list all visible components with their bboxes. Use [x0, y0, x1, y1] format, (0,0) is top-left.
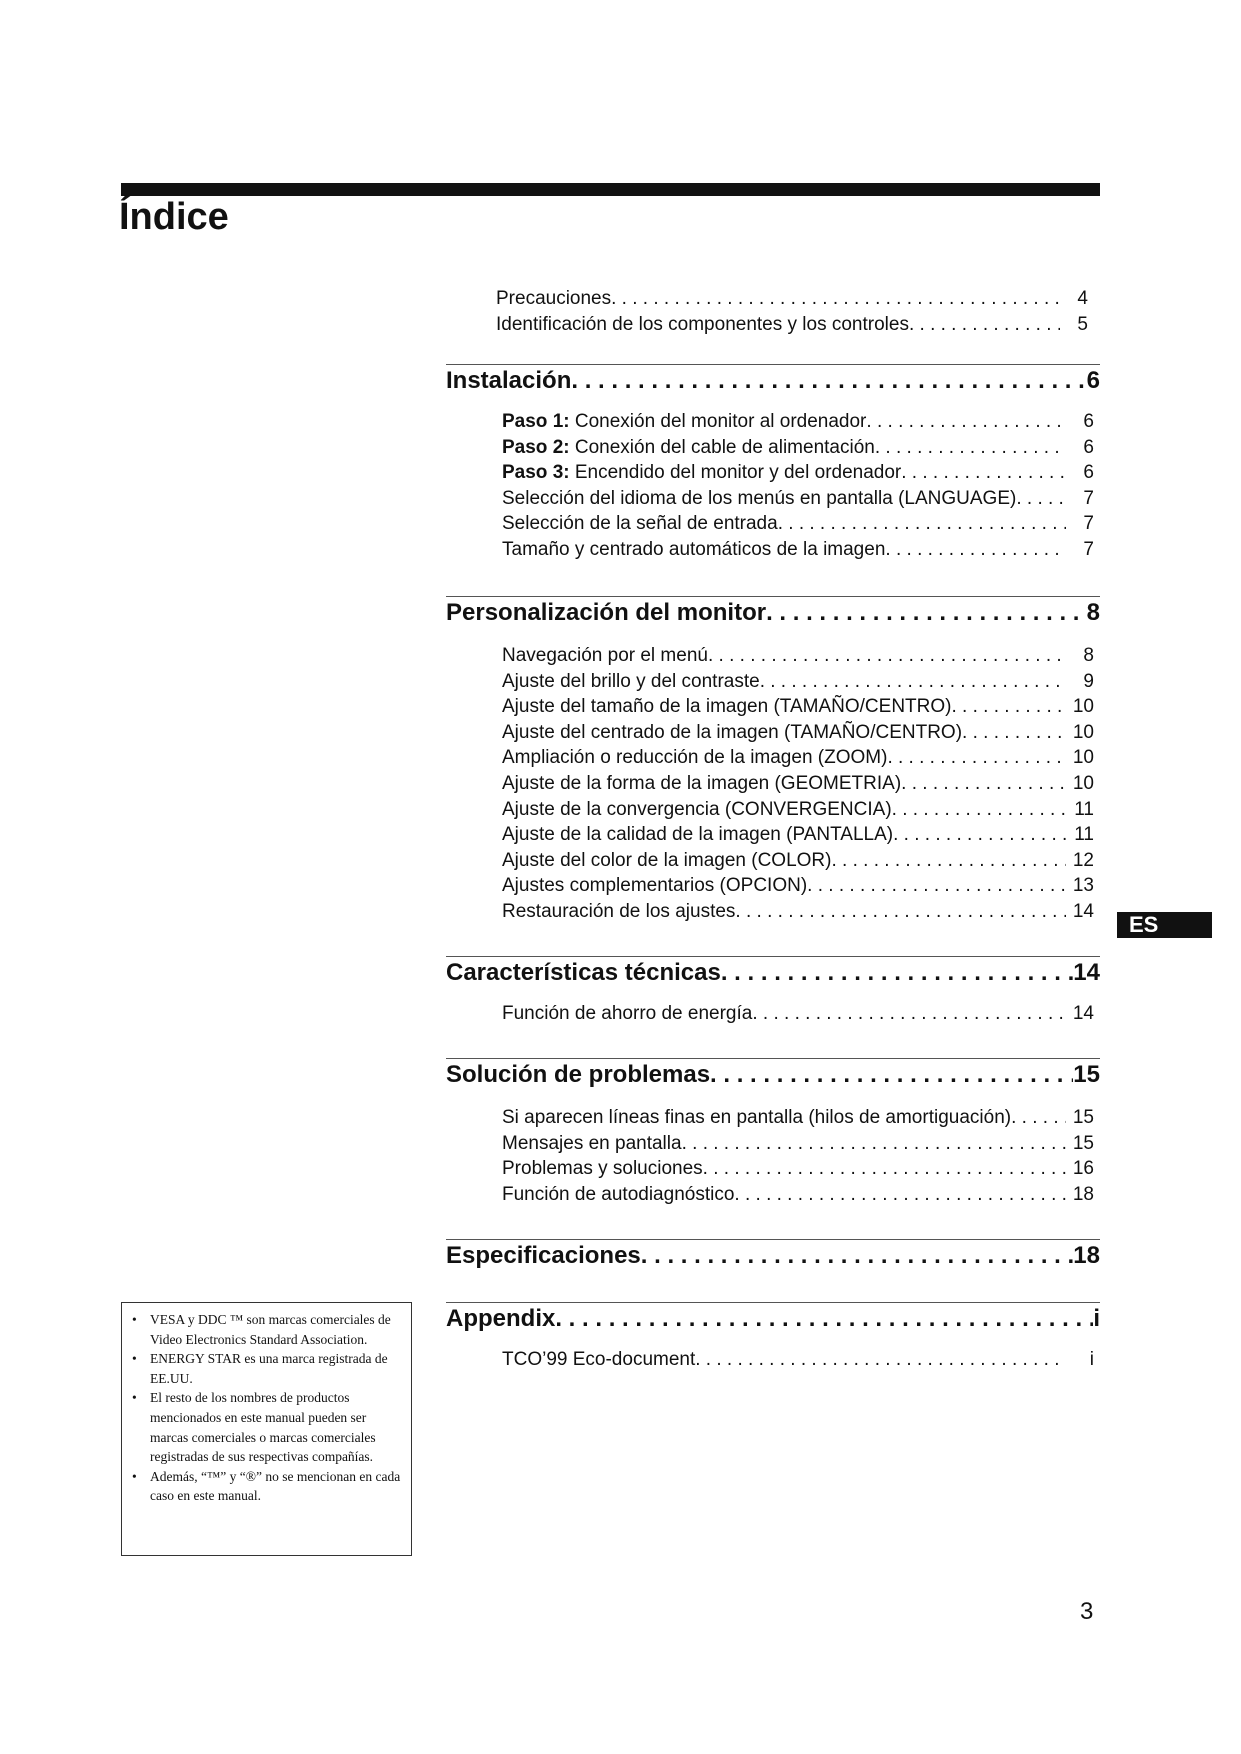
entry-page: 16 [1072, 1158, 1094, 1180]
toc-entry[interactable] [502, 797, 1094, 823]
section-heading[interactable] [446, 956, 1100, 993]
toc-entry[interactable] [502, 694, 1094, 720]
entry-page: 4 [1077, 288, 1088, 309]
section-entries [446, 1347, 1100, 1373]
dot-leader [893, 822, 1066, 848]
toc-entry[interactable] [502, 1347, 1094, 1373]
dot-leader [721, 959, 1073, 987]
entry-page: i [1089, 1349, 1094, 1370]
toc-entry[interactable] [502, 745, 1094, 771]
toc-entry[interactable] [502, 1001, 1094, 1027]
entry-page: 15 [1072, 1107, 1094, 1128]
section-title: Solución de problemas [446, 1061, 711, 1088]
entry-title: Ajuste del brillo y del contraste [502, 670, 760, 692]
dot-leader [951, 694, 1066, 720]
dot-leader [760, 669, 1066, 695]
toc-entry[interactable] [502, 848, 1094, 874]
toc-section-instalacion [446, 364, 1100, 563]
note-item: • Además, “™” y “®” no se mencionan en cada caso en este manual. [132, 1467, 405, 1506]
section-entries [446, 409, 1100, 563]
section-heading[interactable] [446, 1302, 1100, 1339]
dot-leader [571, 367, 1086, 395]
toc-section-personalizacion [446, 596, 1100, 925]
entry-title: Función de autodiagnóstico [502, 1183, 735, 1205]
toc-entry[interactable] [502, 873, 1094, 899]
entry-title: Ajuste de la forma de la imagen (GEOMETRIA) [502, 772, 902, 794]
toc-entry[interactable] [502, 1182, 1094, 1208]
dot-leader [1011, 1105, 1066, 1131]
dot-leader [735, 899, 1066, 925]
toc-entry[interactable] [502, 669, 1094, 695]
entry-title: Mensajes en pantalla [502, 1132, 682, 1154]
section-page: 18 [1073, 1242, 1100, 1269]
page-number: 3 [1080, 1598, 1094, 1625]
dot-leader [766, 599, 1087, 627]
entry-title: Ajuste de la convergencia (CONVERGENCIA) [502, 798, 892, 820]
toc-entry[interactable] [502, 486, 1094, 512]
entry-title: Ampliación o reducción de la imagen (ZOOM) [502, 747, 888, 769]
entry-page: 18 [1072, 1183, 1094, 1205]
dot-leader [703, 1156, 1066, 1182]
entry-title: Ajustes complementarios (OPCION) [502, 875, 808, 897]
dot-leader [555, 1305, 1093, 1333]
note-item: • VESA y DDC ™ son marcas comerciales de Video Electronics Standard Association. [132, 1310, 405, 1349]
section-title: Appendix [446, 1305, 556, 1332]
toc-section-especificaciones [446, 1239, 1100, 1276]
dot-leader [641, 1242, 1074, 1270]
dot-leader [901, 771, 1066, 797]
entry-page: 11 [1074, 798, 1094, 820]
entry-page: 15 [1072, 1132, 1094, 1154]
section-entries [446, 1001, 1100, 1027]
toc-entry[interactable] [502, 1156, 1094, 1182]
dot-leader [734, 1182, 1066, 1208]
entry-page: 5 [1077, 313, 1088, 335]
dot-leader [695, 1347, 1066, 1373]
language-tab: ES [1117, 912, 1212, 938]
toc-section-caracteristicas [446, 956, 1100, 1027]
entry-page: 7 [1083, 487, 1094, 509]
trademark-notes [121, 1302, 412, 1556]
entry-title: Precauciones [496, 288, 612, 309]
step-label: Paso 3: [502, 462, 570, 484]
toc-entry[interactable] [502, 899, 1094, 925]
dot-leader [901, 460, 1066, 486]
entry-title: Ajuste del tamaño de la imagen (TAMAÑO/CENTRO) [502, 696, 952, 718]
dot-leader [962, 720, 1066, 746]
entry-text: Conexión del monitor al ordenador [569, 411, 867, 432]
entry-title: Restauración de los ajustes [502, 900, 736, 922]
section-entries [446, 643, 1100, 925]
entry-title [502, 435, 875, 461]
toc-entry[interactable] [502, 1131, 1094, 1157]
entry-title: Problemas y soluciones [502, 1158, 703, 1180]
entry-title: Selección de la señal de entrada [502, 513, 778, 535]
entry-page: 12 [1072, 849, 1094, 871]
section-page: 6 [1086, 367, 1100, 394]
toc-section-appendix [446, 1302, 1100, 1373]
section-title: Especificaciones [446, 1242, 641, 1269]
toc-entry[interactable] [502, 511, 1094, 537]
dot-leader [875, 435, 1066, 461]
entry-title: Navegación por el menú [502, 645, 708, 666]
entry-title: Ajuste del color de la imagen (COLOR) [502, 849, 832, 871]
toc-section-solucion [446, 1058, 1100, 1207]
entry-title: Selección del idioma de los menús en pantalla (LANGUAGE) [502, 487, 1017, 509]
entry-page: 13 [1072, 875, 1094, 897]
dot-leader [611, 286, 1060, 312]
section-title: Características técnicas [446, 959, 721, 986]
entry-text: Conexión del cable de alimentación [569, 436, 875, 458]
entry-page: 10 [1072, 696, 1094, 718]
note-item: • ENERGY STAR es una marca registrada de EE.UU. [132, 1349, 405, 1388]
dot-leader [866, 409, 1066, 435]
section-page: i [1093, 1305, 1100, 1332]
toc-entry[interactable] [502, 435, 1094, 461]
entry-title [502, 409, 866, 435]
section-heading[interactable] [446, 1239, 1100, 1276]
toc-entry[interactable] [496, 312, 1088, 338]
dot-leader [831, 848, 1066, 874]
toc-entry[interactable] [502, 771, 1094, 797]
dot-leader [778, 511, 1066, 537]
toc-entry[interactable] [502, 409, 1094, 435]
entry-title: Ajuste del centrado de la imagen (TAMAÑO/CENTRO) [502, 721, 963, 743]
entry-page: 7 [1083, 513, 1094, 535]
toc-entry[interactable] [502, 460, 1094, 486]
section-title: Instalación [446, 367, 572, 394]
toc-entry[interactable] [502, 537, 1094, 563]
dot-leader [708, 643, 1066, 669]
entry-title: Función de ahorro de energía [502, 1003, 753, 1024]
entry-page: 6 [1083, 436, 1094, 458]
entry-page: 7 [1083, 538, 1094, 560]
dot-leader [807, 873, 1066, 899]
entry-page: 10 [1072, 772, 1094, 794]
step-label: Paso 1: [502, 411, 570, 432]
entry-page: 6 [1083, 462, 1094, 484]
intro-entries [446, 286, 1088, 337]
entry-page: 10 [1072, 721, 1094, 743]
entry-text: Encendido del monitor y del ordenador [569, 462, 902, 484]
section-entries [446, 1105, 1100, 1207]
step-label: Paso 2: [502, 436, 570, 458]
section-heading[interactable] [446, 364, 1100, 401]
toc-entry[interactable] [502, 720, 1094, 746]
title-rule [121, 183, 1100, 196]
section-page: 15 [1073, 1061, 1100, 1088]
entry-page: 10 [1072, 747, 1094, 769]
note-item: • El resto de los nombres de productos mencionados en este manual pueden ser marcas comerciales o marcas comerciales registradas de sus respectivas compañías. [132, 1388, 405, 1466]
section-heading[interactable] [446, 1058, 1100, 1095]
entry-page: 14 [1072, 1003, 1094, 1024]
dot-leader [710, 1061, 1073, 1089]
entry-page: 9 [1083, 670, 1094, 692]
section-page: 8 [1086, 599, 1100, 626]
toc-entry[interactable] [502, 1105, 1094, 1131]
entry-title: Identificación de los componentes y los controles [496, 313, 909, 335]
entry-page: 11 [1074, 824, 1094, 846]
toc-entry[interactable] [496, 286, 1088, 312]
dot-leader [887, 745, 1066, 771]
entry-title: Si aparecen líneas finas en pantalla (hilos de amortiguación) [502, 1107, 1012, 1128]
toc-entry[interactable] [502, 643, 1094, 669]
entry-title [502, 460, 901, 486]
toc-entry[interactable] [502, 822, 1094, 848]
dot-leader [1016, 486, 1066, 512]
dot-leader [909, 312, 1060, 338]
page-title: Índice [119, 196, 229, 238]
entry-page: 14 [1072, 900, 1094, 922]
entry-title: TCO’99 Eco-document [502, 1349, 696, 1370]
entry-title: Tamaño y centrado automáticos de la imagen [502, 538, 886, 560]
dot-leader [892, 797, 1066, 823]
entry-page: 6 [1083, 411, 1094, 432]
section-title: Personalización del monitor [446, 599, 767, 626]
section-heading[interactable] [446, 596, 1100, 633]
entry-title: Ajuste de la calidad de la imagen (PANTALLA) [502, 824, 894, 846]
section-page: 14 [1073, 959, 1100, 986]
dot-leader [682, 1131, 1066, 1157]
entry-page: 8 [1083, 645, 1094, 666]
dot-leader [752, 1001, 1066, 1027]
dot-leader [885, 537, 1066, 563]
